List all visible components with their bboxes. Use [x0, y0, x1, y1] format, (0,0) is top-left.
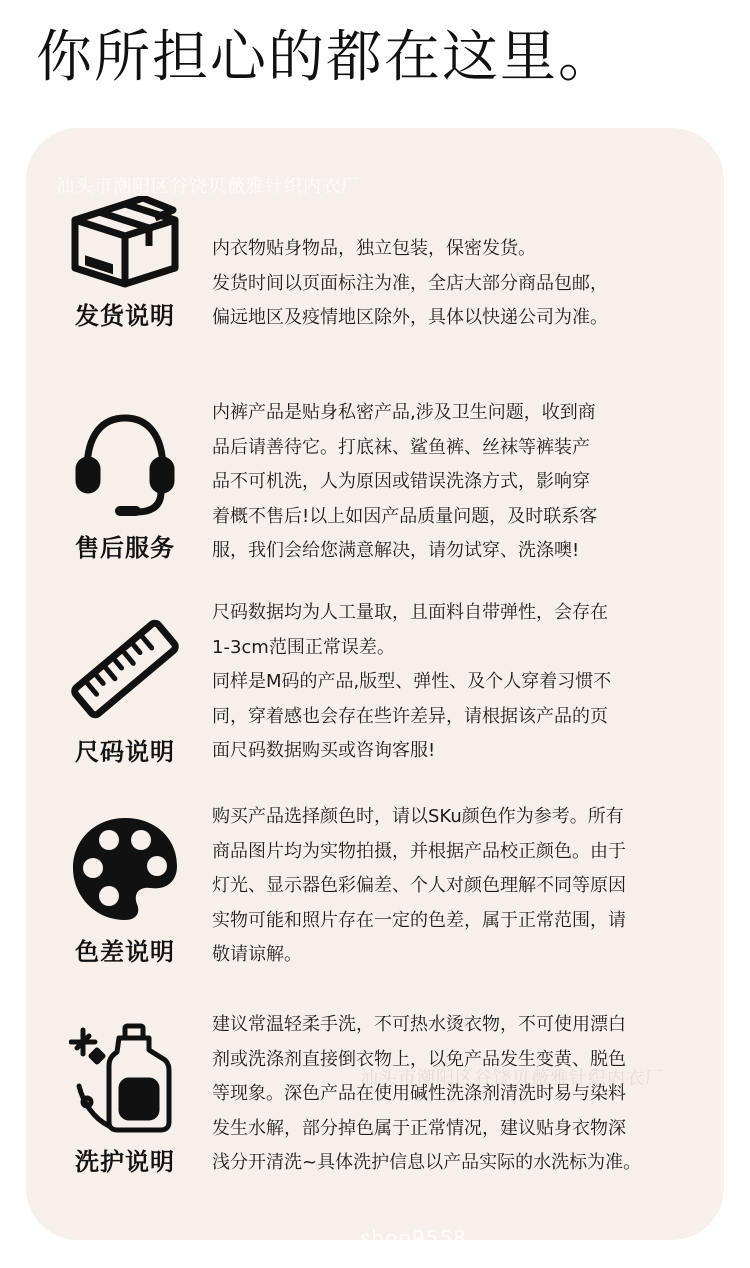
text-line: 尺码数据均为人工量取，且面料自带弹性，会存在 — [212, 602, 608, 623]
color-section-icon-column — [62, 814, 188, 967]
text-line: 品后请善待它。打底袜、鲨鱼裤、丝袜等裤装产 — [212, 436, 590, 458]
text-line: 服，我们会给您满意解决，请勿试穿、洗涤噢! — [212, 540, 580, 561]
watermark: shop9558... — [360, 1226, 489, 1250]
section-text-after-sales — [212, 396, 692, 569]
shipping-section-icon-column — [62, 196, 188, 331]
page-title: 你所担心的都在这里。 — [36, 25, 616, 90]
section-label-after-sales: 售后服务 — [75, 534, 175, 562]
ruler-icon — [69, 614, 181, 724]
detergent-bottle-icon — [69, 1022, 181, 1134]
washing-section-icon-column — [62, 1022, 188, 1177]
section-label-size: 尺码说明 — [75, 738, 175, 766]
after-sales-section-icon-column — [62, 412, 188, 563]
text-line: 建议常温轻柔手洗，不可热水烫衣物，不可使用漂白 — [212, 1014, 626, 1035]
watermark: 汕头市潮阳区谷饶贝薇雅针织内衣厂 — [56, 176, 360, 197]
text-line: 同，穿着感也会存在些许差异，请根据该产品的页 — [212, 705, 608, 727]
text-line: 内衣物贴身物品，独立包装，保密发货。 — [212, 238, 536, 259]
section-label-shipping: 发货说明 — [75, 302, 175, 330]
text-line: 同样是M码的产品,版型、弹性、及个人穿着习惯不 — [212, 671, 612, 692]
section-text-size — [212, 596, 692, 769]
text-line: 购买产品选择颜色时，请以SKu颜色作为参考。所有 — [212, 806, 624, 827]
headset-icon — [73, 412, 177, 520]
package-box-icon — [69, 196, 181, 288]
text-line: 浅分开清洗~具体洗护信息以产品实际的水洗标为准。 — [212, 1152, 642, 1173]
text-line: 灯光、显示器色彩偏差、个人对颜色理解不同等原因 — [212, 875, 626, 896]
text-line: 面尺码数据购买或咨询客服! — [212, 740, 436, 761]
watermark: 汕头市潮阳区谷饶贝薇雅针织内衣厂 — [360, 1068, 664, 1089]
text-line: 品不可机洗，人为原因或错误洗涤方式，影响穿 — [212, 471, 590, 492]
text-line: 内裤产品是贴身私密产品,涉及卫生问题，收到商 — [212, 402, 596, 423]
section-text-color — [212, 800, 692, 973]
text-line: 实物可能和照片存在一定的色差，属于正常范围，请 — [212, 909, 626, 931]
text-line: 商品图片均为实物拍摄，并根据产品校正颜色。由于 — [212, 840, 626, 862]
text-line: 等现象。深色产品在使用碱性洗涤剂清洗时易与染料 — [212, 1083, 626, 1104]
text-line: 发生水解，部分掉色属于正常情况，建议贴身衣物深 — [212, 1117, 626, 1139]
text-line: 敬请谅解。 — [212, 944, 302, 965]
text-line: 1-3cm范围正常误差。 — [212, 636, 395, 658]
section-text-washing — [212, 1008, 692, 1181]
section-label-color: 色差说明 — [75, 938, 175, 966]
text-line: 着概不售后!以上如因产品质量问题，及时联系客 — [212, 505, 598, 527]
text-line: 发货时间以页面标注为准，全店大部分商品包邮， — [212, 272, 608, 294]
section-text-shipping — [212, 232, 692, 336]
text-line: 偏远地区及疫情地区除外，具体以快递公司为准。 — [212, 307, 608, 328]
text-line: 剂或洗涤剂直接倒衣物上，以免产品发生变黄、脱色 — [212, 1048, 626, 1070]
section-label-washing: 洗护说明 — [75, 1148, 175, 1176]
size-section-icon-column — [62, 614, 188, 767]
palette-icon — [69, 814, 181, 924]
